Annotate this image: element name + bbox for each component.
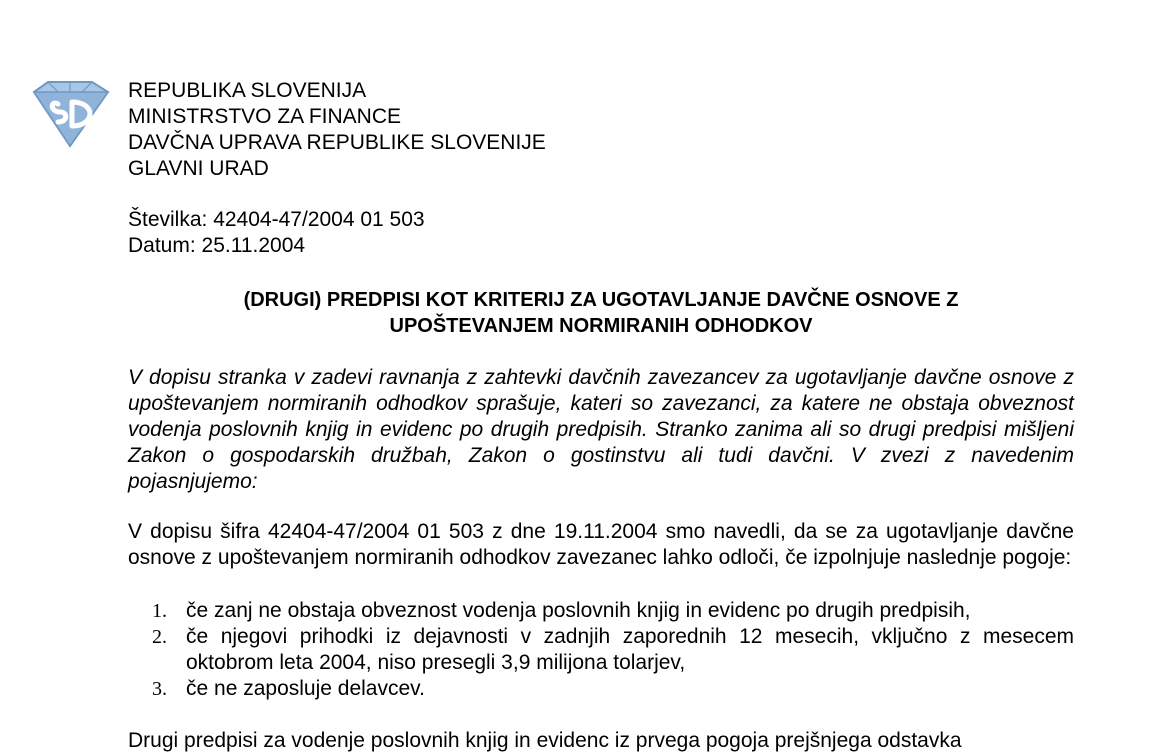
header-line-main-office: GLAVNI URAD [128,157,269,180]
document-number: Številka: 42404-47/2004 01 503 [128,208,425,231]
list-item [128,598,1074,624]
title-line-2: UPOŠTEVANJEM NORMIRANIH ODHODKOV [389,315,813,337]
institution-header [128,78,546,182]
header-line-tax-office: DAVČNA UPRAVA REPUBLIKE SLOVENIJE [128,131,546,154]
list-item-text: če njegovi prihodki iz dejavnosti v zadnjih zaporednih 12 mesecih, vključno z mesecem oktobrom leta 2004, niso presegli 3,9 milijona tolarjev, [186,625,1074,674]
list-item-number: 1. [152,600,167,622]
document-title [128,287,1074,339]
document-meta [128,207,425,259]
list-item [128,676,1074,702]
third-paragraph: Drugi predpisi za vodenje poslovnih knjig in evidenc iz prvega pogoja prejšnjega odstavka [128,729,962,752]
diamond-logo-icon [28,78,112,148]
list-item-text: če ne zaposluje delavcev. [186,677,425,700]
list-item-number: 3. [152,678,167,700]
intro-paragraph: V dopisu stranka v zadevi ravnanja z zahtevki davčnih zavezancev za ugotavljanje davčne osnove z upoštevanjem normiranih odhodkov sprašuje, kateri so zavezanci, za katere ne obstaja obveznost vodenja poslovnih knjig in evidenc po drugih predpisih. Stranko zanima ali so drugi predpisi mišljeni Zakon o gospodarskih družbah, Zakon o gostinstvu ali tudi davčni. V zvezi z navedenim pojasnjujemo: [128,366,1074,493]
list-item-text: če zanj ne obstaja obveznost vodenja poslovnih knjig in evidenc po drugih predpisih, [186,599,971,622]
list-item [128,624,1074,676]
second-paragraph: V dopisu šifra 42404-47/2004 01 503 z dne 19.11.2004 smo navedli, da se za ugotavljanje davčne osnove z upoštevanjem normiranih odhodkov zavezanec lahko odloči, če izpolnjuje naslednje pogoje: [128,520,1074,569]
document-date: Datum: 25.11.2004 [128,234,306,257]
header-line-ministry: MINISTRSTVO ZA FINANCE [128,105,402,128]
title-line-1: (DRUGI) PREDPISI KOT KRITERIJ ZA UGOTAVLJANJE DAVČNE OSNOVE Z [243,289,959,311]
header-line-republic: REPUBLIKA SLOVENIJA [128,79,367,102]
list-item-number: 2. [152,626,167,648]
conditions-list [128,598,1074,702]
